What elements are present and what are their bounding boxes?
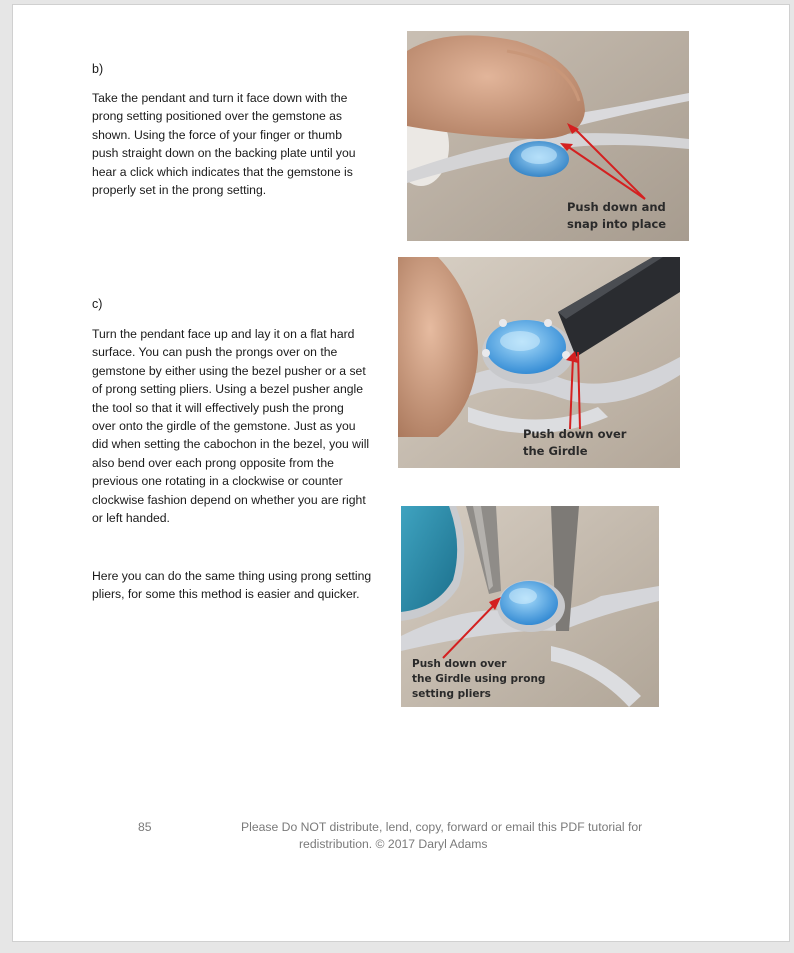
step-b-text: Take the pendant and turn it face down with the prong setting positioned over the gemstone as shown. Using the force of your finger or thumb push straight down on the backing plate until you hear a click which indicates that the gemstone is properly set in the prong setting. bbox=[92, 91, 356, 198]
footer-notice-line2: redistribution. © 2017 Daryl Adams bbox=[299, 837, 488, 851]
photo-b-caption: Push down and snap into place bbox=[567, 200, 667, 231]
photo-pliers-caption: Push down over the Girdle using prong setting pliers bbox=[412, 658, 546, 700]
photo-c-caption: Push down over the Girdle bbox=[523, 427, 627, 458]
step-c-text: Turn the pendant face up and lay it on a flat hard surface. You can push the prongs over on the gemstone by either using the bezel pusher or a set of prong setting pliers. Using a bezel pusher angle the tool so that it will effectively push the prong over onto the girdle of the gemstone. Just as you did when setting the cabochon in the bezel, you will also bend over each prong opposite from the previous one rotating in a clockwise or counter clockwise fashion depend on whether you are right or left handed. bbox=[92, 327, 370, 526]
step-b-label: b) bbox=[92, 62, 104, 76]
footer-notice-line1: Please Do NOT distribute, lend, copy, forward or email this PDF tutorial for bbox=[241, 820, 643, 834]
photo-bezel-pusher bbox=[398, 257, 680, 468]
photo-push-down-snap bbox=[407, 31, 689, 241]
pliers-text: Here you can do the same thing using prong setting pliers, for some this method is easier and quicker. bbox=[92, 569, 372, 602]
step-c-label: c) bbox=[92, 297, 103, 311]
page-number: 85 bbox=[138, 820, 152, 834]
document-page bbox=[12, 4, 790, 942]
photo-prong-pliers bbox=[401, 506, 659, 707]
